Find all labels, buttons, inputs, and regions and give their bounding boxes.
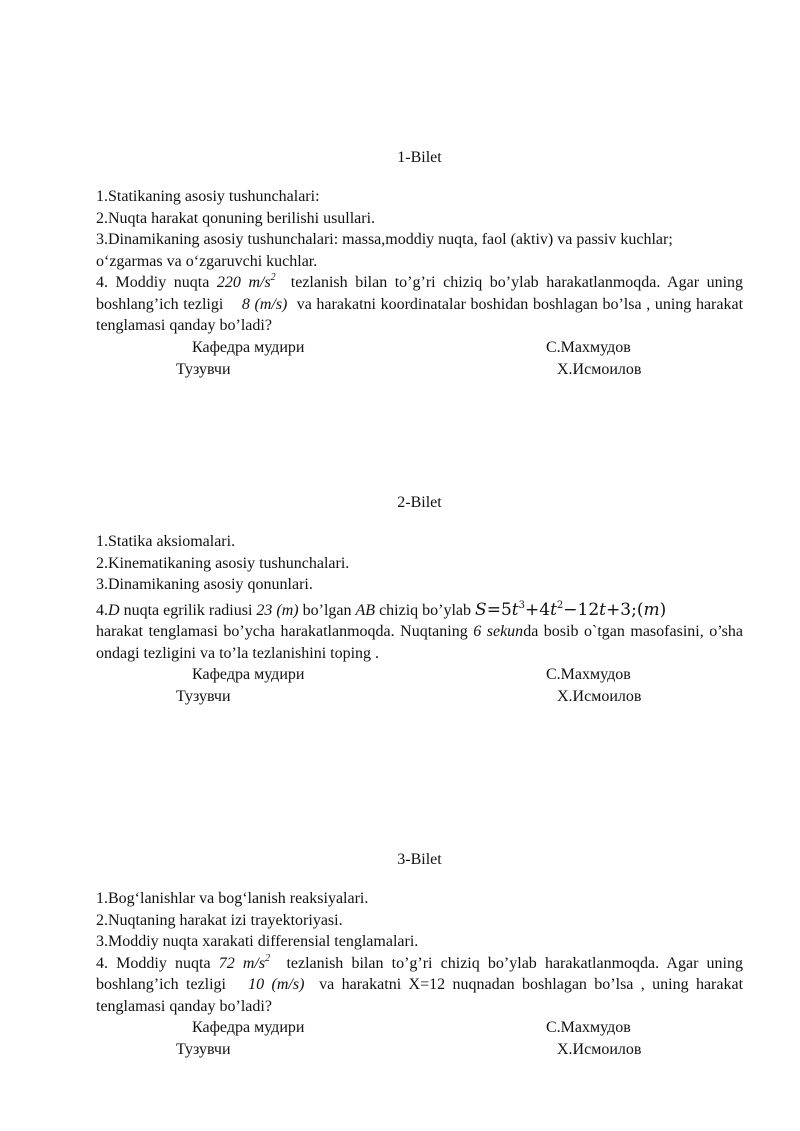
ticket-3	[96, 849, 743, 1061]
ticket-title: 3-Bilet	[397, 851, 442, 868]
signature-head-row	[96, 1017, 743, 1039]
question-4-prefix: 4. Moddiy nuqta	[96, 954, 211, 972]
head-name: С.Махмудов	[546, 1019, 631, 1036]
signature-head-row	[96, 664, 743, 686]
line-label: AB	[355, 601, 376, 619]
question-4	[96, 953, 743, 1018]
ticket-title: 1-Bilet	[397, 149, 442, 166]
question-4	[96, 272, 743, 337]
question-1: 1.Statikaning asosiy tushunchalari:	[96, 188, 320, 205]
question-3: 3.Dinamikaning asosiy tushunchalari: massa,moddiy nuqta, faol (aktiv) va passiv kuchlar; o‘zgarmas va o‘zgaruvchi kuchlar.	[96, 231, 673, 270]
ticket-2	[96, 492, 743, 708]
head-label: Кафедра мудири	[192, 666, 305, 683]
question-4-prefix: 4. Moddiy nuqta	[96, 274, 210, 291]
question-2: 2.Nuqtaning harakat izi trayektoriyasi.	[96, 911, 343, 929]
author-label: Тузувчи	[176, 688, 231, 705]
head-name: С.Махмудов	[546, 666, 631, 683]
head-name: С.Махмудов	[546, 338, 631, 356]
question-4-text: tezlanish bilan to’g’ri chiziq bo’ylab harakatlanmoqda. Agar uning boshlang’ich tezligi	[96, 274, 744, 313]
initial-speed: 8 (m/s)	[241, 295, 288, 313]
signature-author-row	[96, 686, 743, 708]
signature-author-row	[96, 359, 743, 381]
question-1: 1.Bog‘lanishlar va bog‘lanish reaksiyalari.	[96, 890, 369, 907]
acceleration-value: 220 $m/s^2$	[216, 272, 276, 291]
author-name: Х.Исмоилов	[557, 1041, 642, 1058]
signature-head-row	[96, 337, 743, 359]
radius-value: 23 (m)	[256, 601, 299, 619]
head-label: Кафедра мудири	[192, 338, 305, 356]
author-label: Тузувчи	[176, 1041, 231, 1058]
author-label: Тузувчи	[176, 360, 231, 378]
acceleration-value: 72 $m/s^2$	[218, 952, 271, 972]
head-label: Кафедра мудири	[192, 1019, 305, 1036]
question-1: 1.Statika aksiomalari.	[96, 533, 236, 550]
ticket-title: 2-Bilet	[397, 494, 442, 511]
author-name: Х.Исмоилов	[557, 688, 642, 705]
question-4-line-1: 4.D nuqta egrilik radiusi 23 (m) bo’lgan AB chiziq bo’ylab $S=5t^3+4t^2-12t+3;(m)$	[96, 599, 667, 620]
question-4-suffix: va harakatni koordinatalar boshidan boshlagan bo’lsa , uning harakat tenglamasi qanday bo’ladi?	[96, 295, 744, 334]
question-3: 3.Moddiy nuqta xarakati differensial tenglamalari.	[96, 933, 419, 950]
time-value: 6 sekun	[473, 623, 524, 640]
question-4-line-2: harakat tenglamasi bo’ycha harakatlanmoqda. Nuqtaning 6 sekunda bosib o`tgan masofasini, o’sha ondagi tezligini va to’la tezlanishini toping .	[96, 623, 743, 662]
question-3: 3.Dinamikaning asosiy qonunlari.	[96, 576, 313, 593]
question-2: 2.Nuqta harakat qonuning berilishi usullari.	[96, 209, 376, 227]
author-name: Х.Исмоилов	[557, 360, 642, 378]
question-4-text: tezlanish bilan to’g’ri chiziq bo’ylab harakatlanmoqda. Agar uning boshlang’ich tezligi	[96, 954, 744, 993]
question-4-suffix: va harakatni X=12 nuqnadan boshlagan bo’lsa , uning harakat tenglamasi qanday bo’ladi?	[96, 976, 744, 1015]
point-label: D	[108, 601, 120, 619]
question-2: 2.Kinematikaning asosiy tushunchalari.	[96, 554, 350, 572]
ticket-1	[96, 147, 743, 381]
initial-speed: 10 (m/s)	[248, 976, 305, 993]
signature-author-row	[96, 1039, 743, 1061]
motion-equation: $S=5t^3+4t^2-12t+3;(m)$	[475, 599, 667, 620]
